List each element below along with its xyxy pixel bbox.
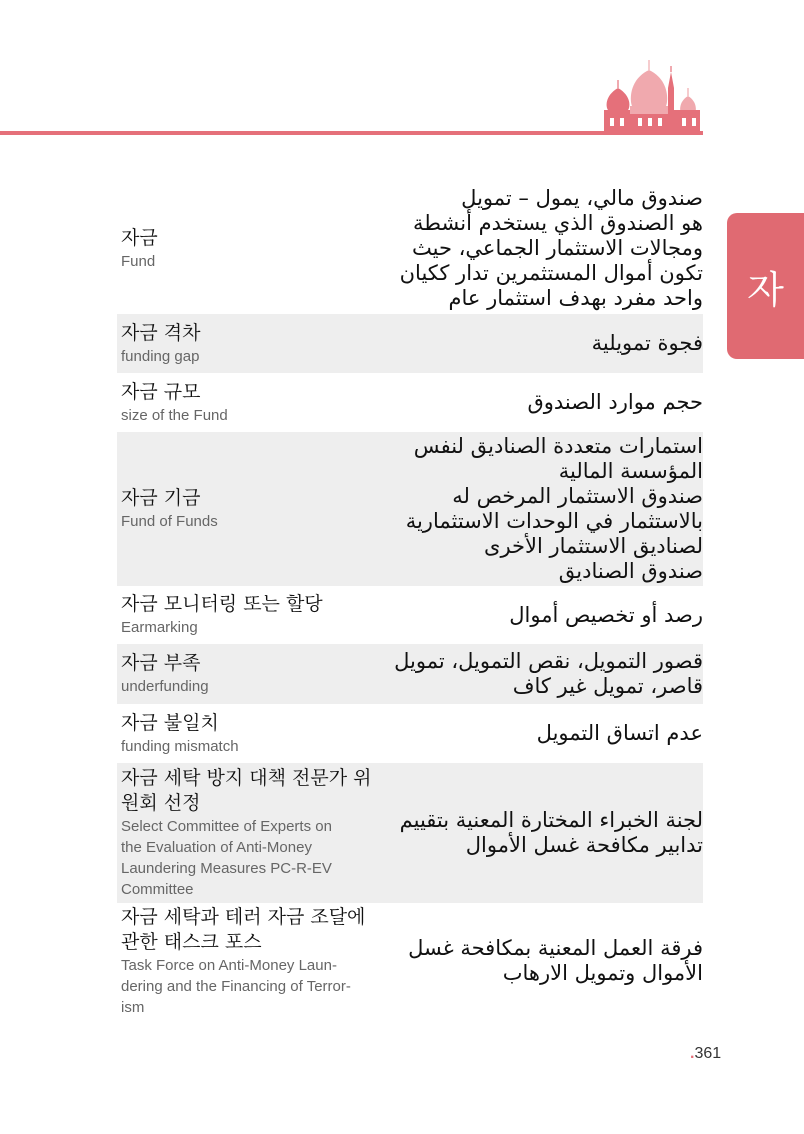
korean-english-term <box>117 905 387 1018</box>
korean-term: 자금 모니터링 또는 할당 <box>121 593 323 615</box>
english-term: underfunding <box>121 678 209 695</box>
glossary-row <box>117 704 703 763</box>
page-number-dot-icon: . <box>690 1045 695 1062</box>
english-term-line: dering and the Financing of Terror- <box>121 977 351 995</box>
page-number-value: 361 <box>694 1045 722 1062</box>
english-term: funding mismatch <box>121 737 239 755</box>
arabic-line: هو الصندوق الذي يستخدم أنشطة <box>413 211 703 235</box>
korean-term: 자금 기금 <box>121 487 201 509</box>
english-term-line: Laundering Measures PC-R-EV <box>121 860 332 877</box>
korean-term: 자금 세탁과 테러 자금 조달에 관한 태스크 포스 <box>121 905 366 953</box>
glossary-row <box>117 903 703 1019</box>
korean-english-term <box>117 321 387 367</box>
glossary-table <box>117 183 703 1019</box>
glossary-row <box>117 314 703 373</box>
english-term: size of the Fund <box>121 406 228 424</box>
english-term-line: Select Committee of Experts on <box>121 818 332 835</box>
english-term: Earmarking <box>121 619 198 636</box>
arabic-line: الأموال وتمويل الارهاب <box>502 961 703 985</box>
mosque-illustration-icon <box>598 58 704 134</box>
english-term: funding gap <box>121 347 200 365</box>
arabic-term <box>387 434 703 584</box>
korean-english-term <box>117 766 387 900</box>
korean-term: 자금 세탁 방지 대책 전문가 위원회 선정 <box>121 767 372 814</box>
arabic-term <box>387 721 703 746</box>
korean-term: 자금 불일치 <box>121 711 219 734</box>
korean-english-term <box>117 486 387 532</box>
arabic-line: واحد مفرد بهدف استثمار عام <box>448 286 703 310</box>
arabic-line: لصناديق الاستثمار الأخرى <box>484 534 703 558</box>
korean-term: 자금 규모 <box>121 380 201 403</box>
arabic-term <box>387 649 703 699</box>
arabic-line: تدابير مكافحة غسل الأموال <box>465 833 703 857</box>
glossary-row <box>117 763 703 903</box>
english-term-line: ism <box>121 998 145 1016</box>
arabic-line: المؤسسة المالية <box>558 459 703 483</box>
english-term: Fund of Funds <box>121 513 218 530</box>
korean-term: 자금 부족 <box>121 652 201 674</box>
glossary-row <box>117 432 703 586</box>
arabic-line: صندوق الاستثمار المرخص له <box>452 484 703 508</box>
arabic-term <box>387 390 703 415</box>
arabic-line: رصد أو تخصيص أموال <box>509 602 703 627</box>
arabic-line: فرقة العمل المعنية بمكافحة غسل <box>408 936 703 960</box>
arabic-line: بالاستثمار في الوحدات الاستثمارية <box>405 509 703 533</box>
korean-english-term <box>117 380 387 426</box>
korean-english-term <box>117 226 387 272</box>
glossary-row <box>117 183 703 314</box>
arabic-line: قاصر، تمويل غير كاف <box>512 674 703 698</box>
arabic-term <box>387 186 703 311</box>
page-number <box>690 1045 721 1063</box>
korean-term: 자금 <box>121 226 158 249</box>
arabic-line: قصور التمويل، نقص التمويل، تمويل <box>394 649 703 673</box>
arabic-term <box>387 331 703 356</box>
arabic-line: حجم موارد الصندوق <box>527 390 703 414</box>
arabic-term <box>387 808 703 858</box>
english-term-line: the Evaluation of Anti-Money <box>121 839 312 856</box>
korean-english-term <box>117 711 387 757</box>
arabic-term <box>387 603 703 628</box>
arabic-term <box>387 936 703 986</box>
arabic-line: استمارات متعددة الصناديق لنفس <box>413 434 703 458</box>
glossary-row <box>117 373 703 432</box>
index-tab-label: 자 <box>747 267 784 312</box>
arabic-line: لجنة الخبراء المختارة المعنية بتقييم <box>399 808 703 832</box>
arabic-line: فجوة تمويلية <box>591 331 703 355</box>
arabic-line: صندوق مالي، يمول – تمويل <box>461 186 703 210</box>
arabic-line: عدم اتساق التمويل <box>536 721 703 745</box>
english-term-line: Committee <box>121 881 194 898</box>
korean-english-term <box>117 651 387 697</box>
arabic-line: تكون أموال المستثمرين تدار ككيان <box>399 261 703 285</box>
english-term-line: Task Force on Anti-Money Laun- <box>121 956 337 974</box>
korean-term: 자금 격차 <box>121 321 201 344</box>
english-term: Fund <box>121 252 156 270</box>
glossary-row <box>117 644 703 704</box>
glossary-row <box>117 586 703 644</box>
arabic-line: ومجالات الاستثمار الجماعي، حيث <box>412 236 703 260</box>
korean-english-term <box>117 592 387 638</box>
arabic-line: صندوق الصناديق <box>558 559 703 583</box>
index-tab[interactable] <box>727 213 804 359</box>
